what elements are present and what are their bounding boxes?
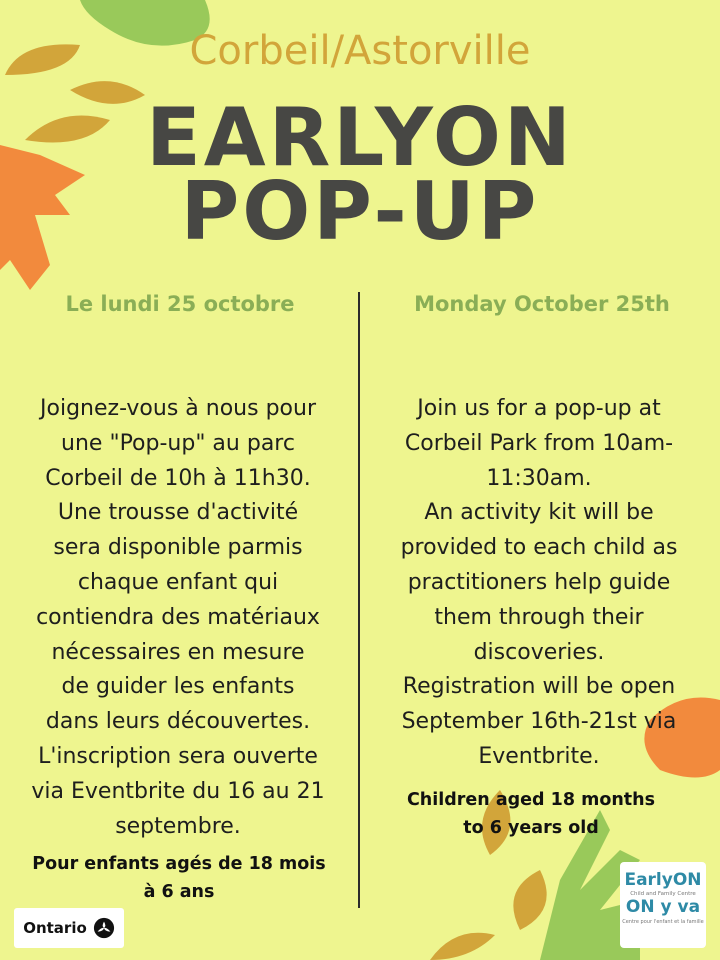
column-divider: [358, 292, 360, 908]
english-line: Registration will be open: [402, 674, 676, 700]
english-line: 11:30am.: [486, 465, 592, 491]
earlyon-logo-line2: Child and Family Centre: [630, 891, 696, 897]
french-age-range: [14, 850, 344, 906]
french-line: chaque enfant qui: [77, 569, 279, 595]
english-line: discoveries.: [473, 639, 605, 665]
english-line: Join us for a pop-up at: [417, 396, 661, 421]
french-line: Une trousse d'activité: [57, 500, 299, 526]
ontario-logo-text: Ontario: [23, 919, 87, 937]
french-line: de guider les enfants: [61, 674, 295, 700]
french-line: septembre.: [115, 813, 241, 839]
gold-leaf-bottom-3: [430, 933, 495, 960]
english-age-line: Children aged 18 months: [406, 790, 656, 810]
french-line: sera disponible parmis: [53, 535, 303, 561]
french-line: via Eventbrite du 16 au 21: [31, 778, 325, 804]
english-description: [376, 392, 702, 775]
english-line: practitioners help guide: [407, 569, 671, 595]
earlyon-logo-line1: EarlyON: [624, 870, 702, 890]
trillium-icon: [93, 917, 115, 939]
french-age-line: Pour enfants agés de 18 mois: [32, 854, 326, 874]
main-title-line1: EARLYON: [146, 91, 574, 184]
english-date: Monday October 25th: [414, 292, 670, 316]
french-description: [18, 392, 338, 844]
earlyon-logo: [620, 862, 706, 948]
english-line: An activity kit will be: [424, 500, 654, 526]
english-age-range: [386, 786, 676, 842]
location-title: Corbeil/Astorville: [189, 28, 531, 74]
earlyon-logo-line4: Centre pour l'enfant et la famille: [622, 919, 704, 925]
english-age-line: to 6 years old: [463, 818, 599, 838]
gold-leaf-bottom-2: [513, 870, 546, 930]
french-line: une "Pop-up" au parc: [61, 430, 295, 456]
english-line: them through their: [434, 604, 644, 630]
french-line: dans leurs découvertes.: [45, 709, 311, 735]
french-line: contiendra des matériaux: [36, 604, 320, 630]
english-line: provided to each child as: [400, 535, 678, 561]
french-age-line: à 6 ans: [143, 882, 215, 902]
ontario-logo: [14, 908, 124, 948]
french-line: Joignez-vous à nous pour: [40, 396, 316, 421]
french-line: Corbeil de 10h à 11h30.: [45, 465, 311, 491]
french-date: Le lundi 25 octobre: [65, 292, 295, 316]
french-line: L'inscription sera ouverte: [38, 743, 318, 769]
french-line: nécessaires en mesure: [51, 639, 305, 665]
main-title-line2: POP-UP: [180, 165, 540, 258]
earlyon-logo-line3: ON y va: [625, 897, 701, 917]
english-line: Corbeil Park from 10am-: [404, 430, 674, 456]
english-line: September 16th-21st via: [401, 709, 677, 735]
english-line: Eventbrite.: [478, 743, 600, 769]
